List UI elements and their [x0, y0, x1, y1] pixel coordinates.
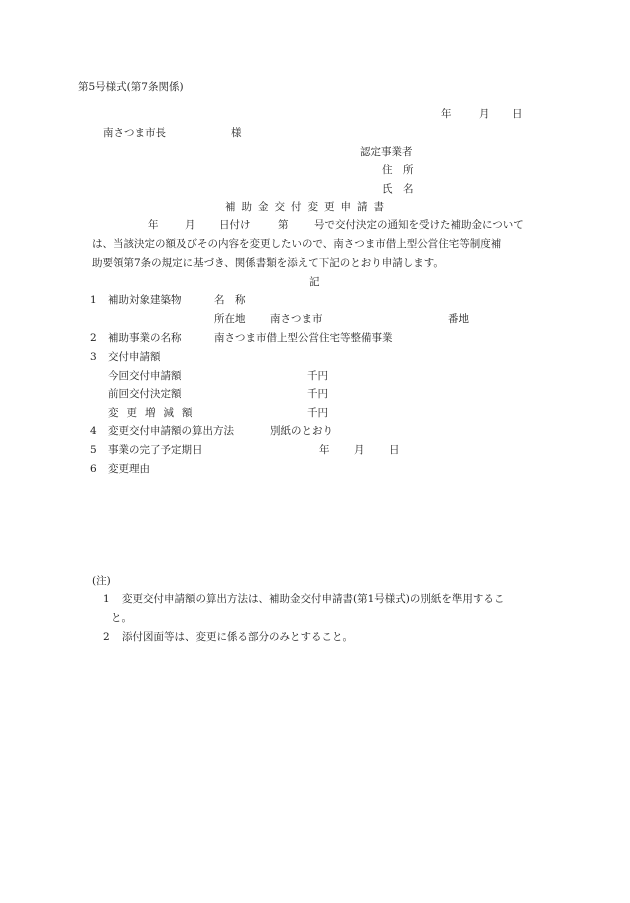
addressee-name: 南さつま市長 [103, 127, 166, 139]
date-day-label: 日 [512, 108, 523, 120]
item4-label: 変更交付申請額の算出方法 [108, 425, 234, 437]
body-year: 年 [148, 219, 159, 231]
item5-month: 月 [354, 444, 365, 456]
item5-day: 日 [389, 444, 400, 456]
body-line2: は、当該決定の額及びその内容を変更したいので、南さつま市借上型公営住宅等制度補 [92, 238, 502, 250]
body-month: 月 [185, 219, 196, 231]
item1-label: 補助対象建築物 [108, 294, 182, 306]
name-label: 氏 名 [382, 183, 414, 195]
note1-line2: と。 [111, 612, 132, 624]
item3-num: 3 [90, 351, 97, 363]
ki-label: 記 [309, 276, 320, 288]
item5-label: 事業の完了予定期日 [108, 444, 203, 456]
item2-value: 南さつま市借上型公営住宅等整備事業 [214, 332, 393, 344]
item3-row-unit: 千円 [307, 407, 328, 419]
item2-num: 2 [90, 332, 97, 344]
item5-num: 5 [90, 444, 97, 456]
item4-value: 別紙のとおり [270, 425, 333, 437]
body-date-suffix: 日付け [219, 219, 251, 231]
body-dai: 第 [278, 219, 289, 231]
item3-label: 交付申請額 [108, 351, 161, 363]
note2-num: 2 [103, 631, 110, 643]
item2-label: 補助事業の名称 [108, 332, 182, 344]
item1-location-label: 所在地 [214, 313, 246, 325]
page-title: 補助金交付変更申請書 [225, 201, 390, 213]
item3-row-unit: 千円 [307, 370, 328, 382]
notes-heading: (注) [92, 575, 111, 587]
body-line3: 助要領第7条の規定に基づき、関係書類を添えて下記のとおり申請します。 [92, 257, 444, 269]
note2-text: 添付図面等は、変更に係る部分のみとすること。 [122, 631, 353, 643]
item1-banchi: 番地 [448, 313, 469, 325]
item3-row-label: 今回交付申請額 [108, 370, 182, 382]
form-label: 第5号様式(第7条関係) [78, 81, 184, 93]
item1-name-label: 名 称 [214, 294, 246, 306]
item3-row-label: 前回交付決定額 [108, 388, 182, 400]
item1-num: 1 [90, 294, 97, 306]
date-year-label: 年 [441, 108, 452, 120]
note1-num: 1 [103, 593, 110, 605]
item1-location-value: 南さつま市 [270, 313, 323, 325]
addressee-honorific: 様 [231, 127, 242, 139]
item3-row-label: 変更増減額 [108, 407, 201, 419]
item6-label: 変更理由 [108, 463, 150, 475]
date-month-label: 月 [479, 108, 490, 120]
item3-row-unit: 千円 [307, 388, 328, 400]
item5-year: 年 [319, 444, 330, 456]
note1-line1: 変更交付申請額の算出方法は、補助金交付申請書(第1号様式)の別紙を準用するこ [122, 593, 505, 605]
business-label: 認定事業者 [360, 146, 413, 158]
address-label: 住 所 [382, 164, 414, 176]
item6-num: 6 [90, 463, 97, 475]
item4-num: 4 [90, 425, 97, 437]
body-line1-text: 号で交付決定の通知を受けた補助金について [314, 219, 524, 231]
